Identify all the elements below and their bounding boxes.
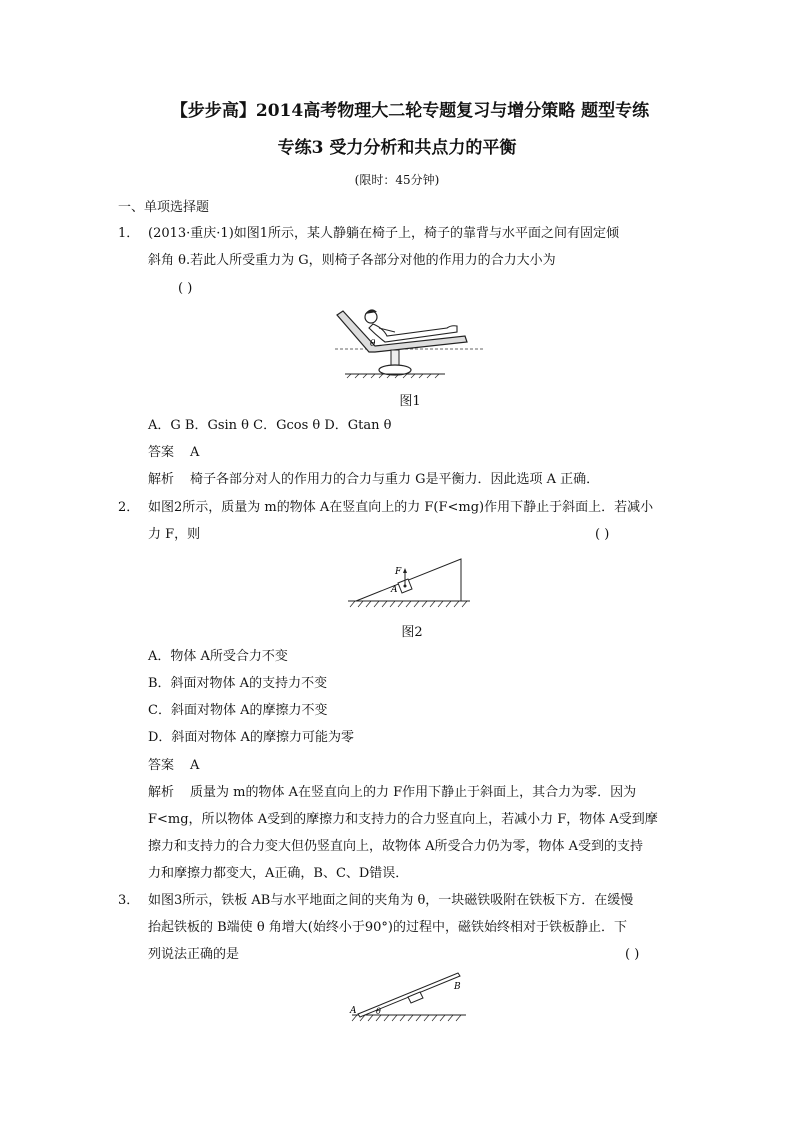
q2-option-b: B．斜面对物体 A的支持力不变	[148, 676, 328, 691]
q1-text-line2: 斜角 θ.若此人所受重力为 G，则椅子各部分对他的作用力的合力大小为	[148, 253, 556, 268]
q2-answer-label: 答案	[148, 758, 175, 773]
q3-answer-paren: ( )	[625, 947, 640, 962]
figure-3-A-label: A	[350, 1006, 357, 1016]
figure-2-caption: 图2	[401, 625, 423, 640]
q1-analysis-label: 解析	[148, 472, 175, 487]
q3-text-line1: 如图3所示，铁板 AB与水平地面之间的夹角为 θ，一块磁铁吸附在铁板下方．在缓慢	[148, 893, 634, 908]
q1-text-line1: (2013·重庆·1)如图1所示，某人静躺在椅子上，椅子的靠背与水平面之间有固定倾	[148, 226, 620, 241]
q2-analysis-line1: 质量为 m的物体 A在竖直向上的力 F作用下静止于斜面上，其合力为零．因为	[190, 785, 637, 800]
figure-2-incline	[348, 553, 473, 609]
q3-text-line3: 列说法正确的是	[148, 947, 240, 962]
figure-3-B-label: B	[454, 982, 461, 992]
q3-text-line2: 抬起铁板的 B端使 θ 角增大(始终小于90°)的过程中，磁铁始终相对于铁板静止．下	[148, 920, 627, 935]
q2-option-c: C．斜面对物体 A的摩擦力不变	[148, 703, 328, 718]
figure-1-chair	[335, 300, 485, 380]
q2-number: 2．	[118, 500, 140, 515]
q3-number: 3．	[118, 893, 140, 908]
q1-number: 1．	[118, 226, 140, 241]
q1-answer-label: 答案	[148, 445, 175, 460]
q2-analysis-line3: 擦力和支持力的合力变大但仍竖直向上，故物体 A所受合力仍为零，物体 A受到的支持	[148, 839, 644, 854]
figure-1-theta-label: θ	[370, 339, 376, 349]
q2-answer-paren: ( )	[595, 527, 610, 542]
q2-text-line1: 如图2所示，质量为 m的物体 A在竖直向上的力 F(F<mg)作用下静止于斜面上．若减小	[148, 500, 654, 515]
q2-text-line2: 力 F，则	[148, 527, 201, 542]
q2-option-a: A．物体 A所受合力不变	[148, 649, 288, 664]
document-title: 【步步高】2014高考物理大二轮专题复习与增分策略 题型专练	[170, 101, 650, 121]
q2-analysis-line2: F<mg，所以物体 A受到的摩擦力和支持力的合力竖直向上，若减小力 F，物体 A受到摩	[148, 812, 658, 827]
section-heading: 一、单项选择题	[118, 200, 210, 215]
figure-3-iron-plate	[346, 967, 470, 1025]
q1-options: A．G B．Gsin θ C．Gcos θ D．Gtan θ	[148, 418, 392, 433]
figure-2-F-label: F	[395, 567, 402, 577]
time-limit: (限时：45分钟)	[354, 173, 440, 187]
figure-3-theta-label: θ	[376, 1007, 381, 1016]
document-subtitle: 专练3 受力分析和共点力的平衡	[277, 138, 517, 158]
q2-option-d: D．斜面对物体 A的摩擦力可能为零	[148, 730, 354, 745]
figure-1-caption: 图1	[399, 394, 421, 409]
figure-2-A-label: A	[391, 585, 398, 595]
q2-answer: A	[190, 758, 200, 773]
q1-answer: A	[190, 445, 200, 460]
q1-answer-paren: ( )	[178, 281, 193, 296]
q2-analysis-label: 解析	[148, 785, 175, 800]
q2-analysis-line4: 力和摩擦力都变大，A正确，B、C、D错误．	[148, 866, 409, 881]
q1-analysis: 椅子各部分对人的作用力的合力与重力 G是平衡力．因此选项 A 正确．	[190, 472, 600, 487]
